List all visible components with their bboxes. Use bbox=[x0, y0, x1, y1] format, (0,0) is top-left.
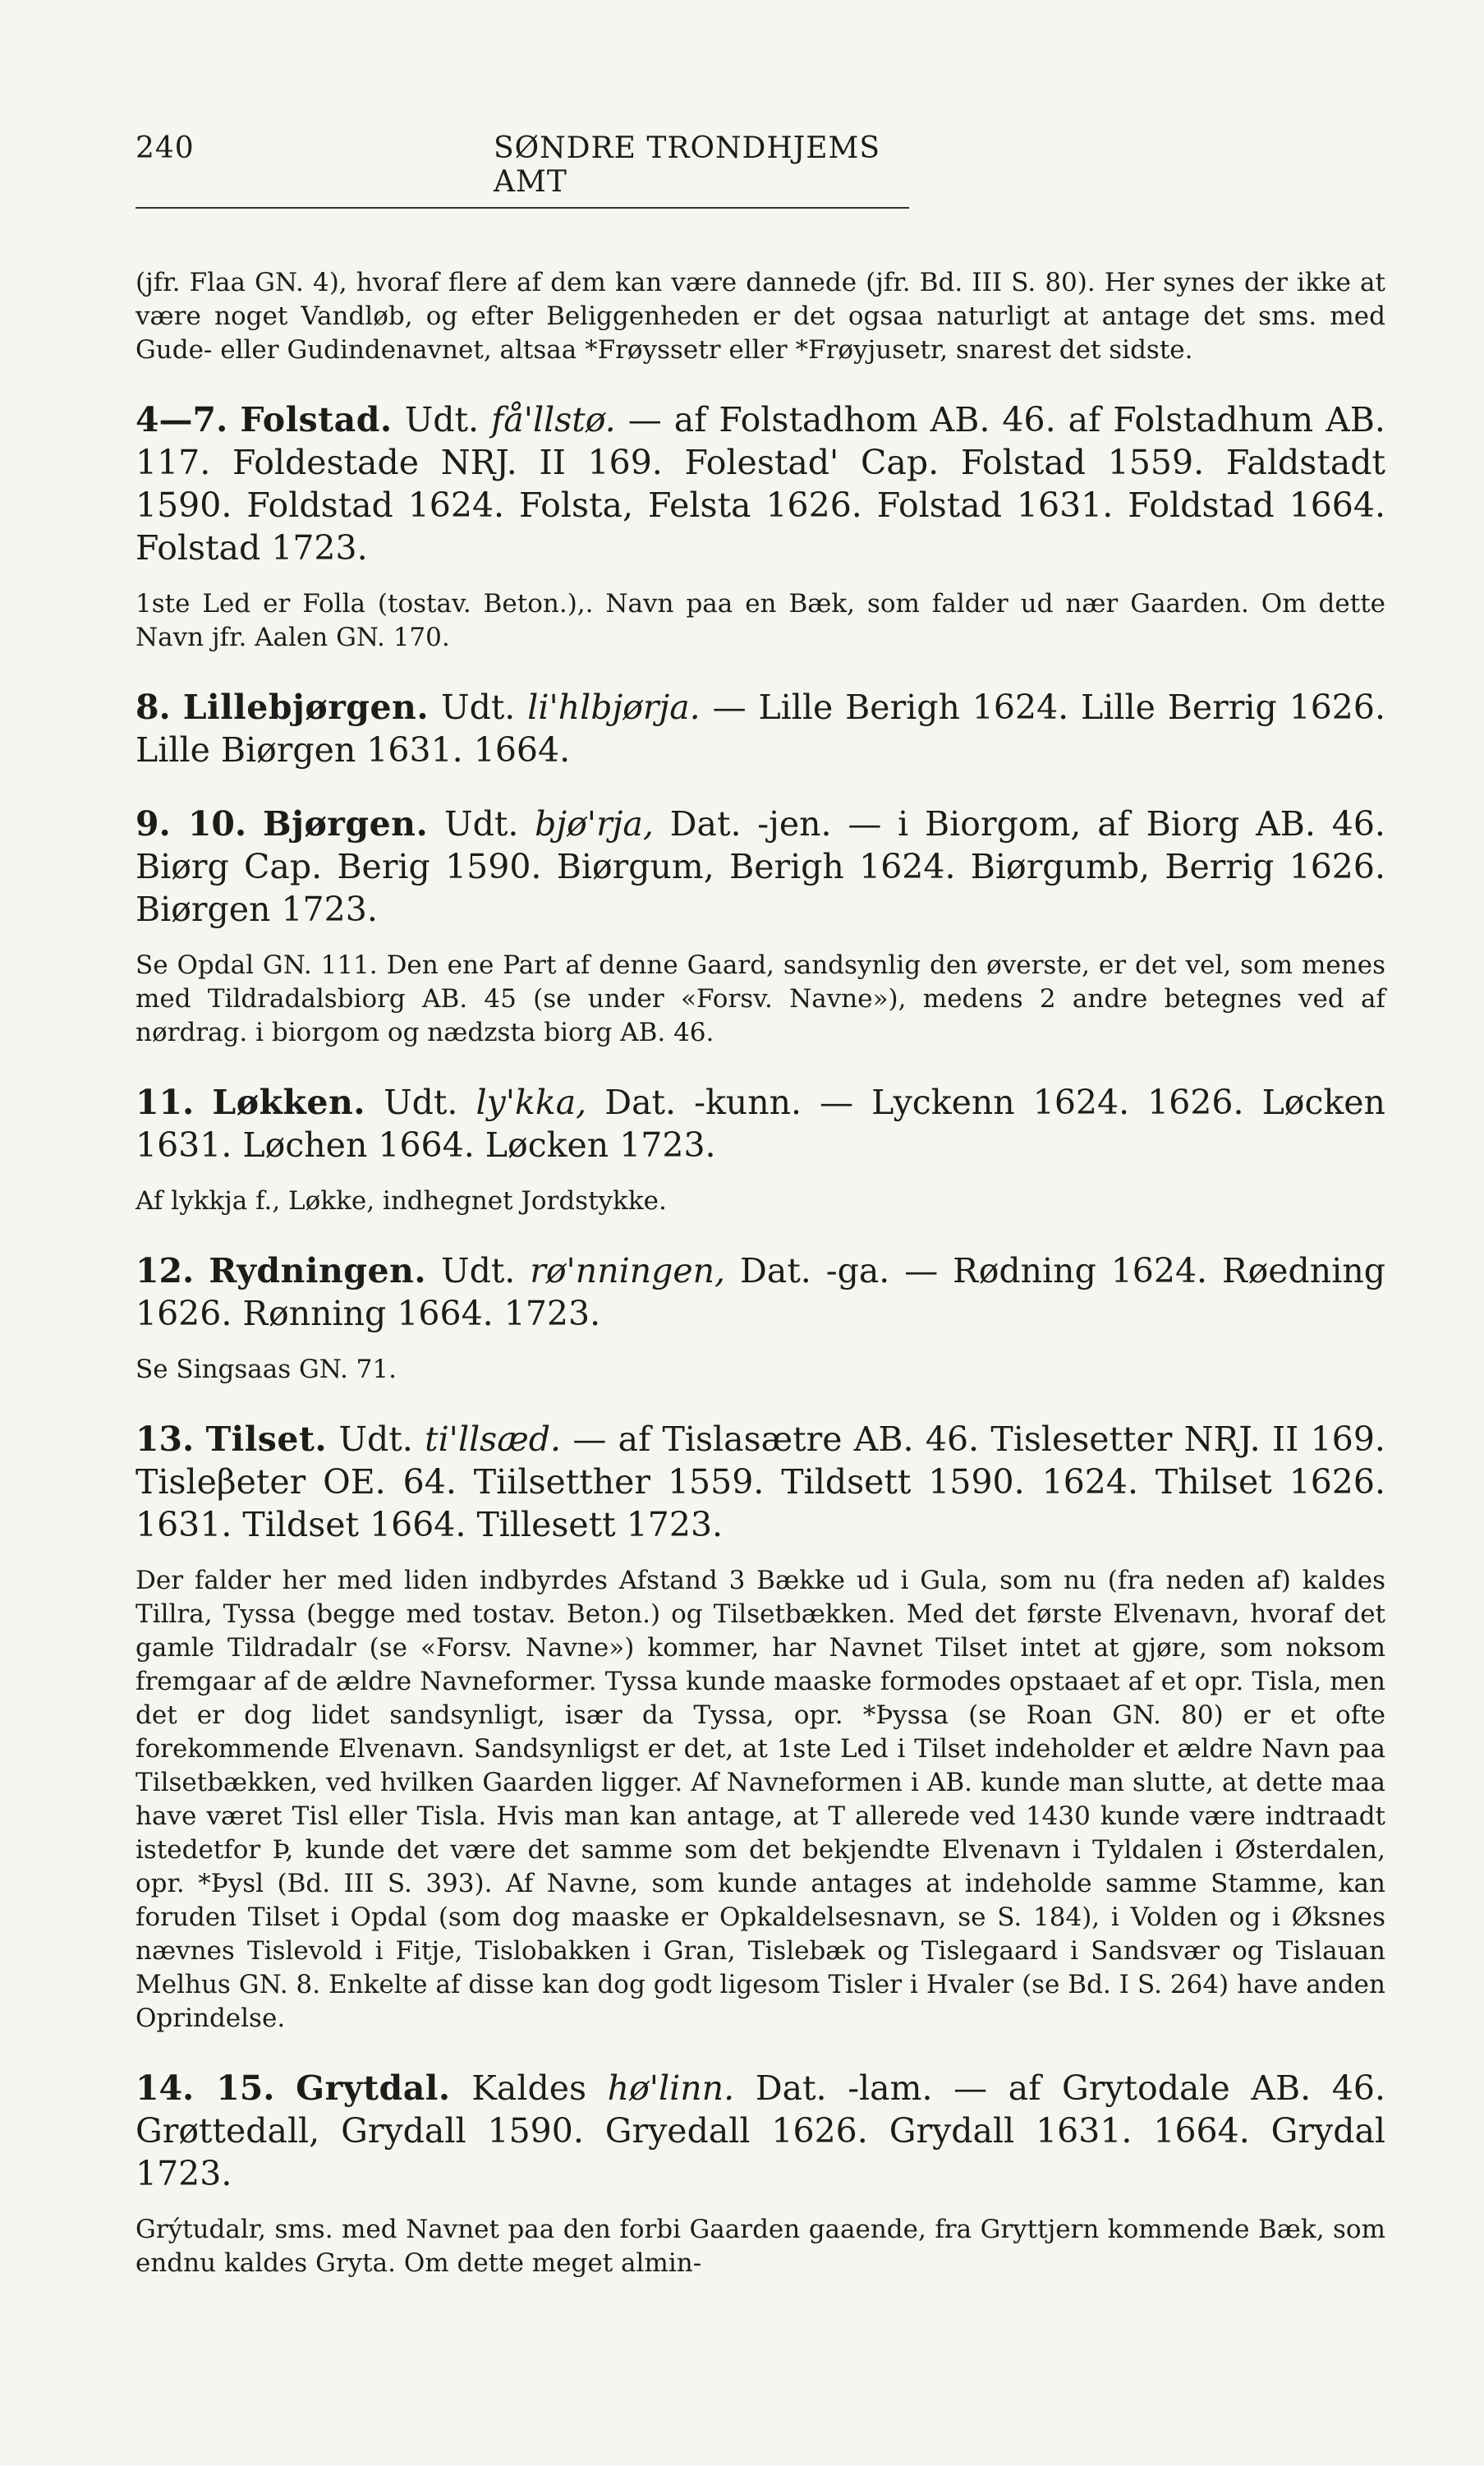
entry-number: 12. bbox=[136, 1251, 195, 1291]
pronunciation: li'hlbjørja. bbox=[527, 688, 701, 727]
entry-lokken: 11. Løkken. Udt. ly'kka, Dat. -kunn. — Lyckenn 1624. 1626. Løcken 1631. Løchen 1664. Løcken 1723. bbox=[136, 1083, 1385, 1165]
entry-number: 8. bbox=[136, 688, 171, 727]
paragraph: Grýtudalr, sms. med Navnet paa den forbi Gaarden gaaende, fra Gryttjern kommende Bæk, som endnu kaldes Gryta. Om dette meget almin- bbox=[136, 2215, 1385, 2278]
paragraph: Se Singsaas GN. 71. bbox=[136, 1355, 397, 1384]
entry-bjorgen: 9. 10. Bjørgen. Udt. bjø'rja, Dat. -jen. — i Biorgom, af Biorg AB. 46. Biørg Cap. Berig 1590. Biørgum, Berigh 1624. Biørgumb, Berrig 1626. Biørgen 1723. bbox=[136, 804, 1385, 929]
pronunciation: rø'nningen, bbox=[530, 1251, 726, 1291]
pronunciation: hø'linn. bbox=[607, 2068, 735, 2108]
entry-number: 13. bbox=[136, 1419, 195, 1459]
entry-tilset: 13. Tilset. Udt. ti'llsæd. — af Tislasætre AB. 46. Tislesetter NRJ. II 169. Tisleβeter OE. 64. Tiilsetther 1559. Tildsett 1590. 1624. Thilset 1626. 1631. Tildset 1664. Tillesett 1723. bbox=[136, 1419, 1385, 1544]
entry-name: Grytdal. bbox=[296, 2068, 451, 2108]
pronunciation: få'llstø. bbox=[491, 400, 616, 439]
entry-folstad: 4—7. Folstad. Udt. få'llstø. — af Folstadhom AB. 46. af Folstadhum AB. 117. Foldestade NRJ. II 169. Folestad' Cap. Folstad 1559. Faldstadt 1590. Foldstad 1624. Folsta, Felsta 1626. Folstad 1631. Foldstad 1664. Folstad 1723. bbox=[136, 400, 1385, 568]
paragraph: 1ste Led er Folla (tostav. Beton.),. Navn paa en Bæk, som falder ud nær Gaarden. Om dette Navn jfr. Aalen GN. 170. bbox=[136, 589, 1385, 652]
page-number: 240 bbox=[136, 131, 195, 165]
pronunciation: ti'llsæd. bbox=[425, 1419, 562, 1459]
entry-name: Lillebjørgen. bbox=[182, 688, 430, 727]
pronunciation: bjø'rja, bbox=[535, 804, 654, 844]
entry-number: 4—7. bbox=[136, 400, 228, 439]
entry-number: 11. bbox=[136, 1083, 195, 1122]
entry-name: Folstad. bbox=[240, 400, 393, 439]
entry-number: 14. 15. bbox=[136, 2068, 275, 2108]
entry-name: Tilset. bbox=[205, 1419, 328, 1459]
running-title: SØNDRE TRONDHJEMS AMT bbox=[494, 131, 880, 199]
page-header bbox=[136, 131, 909, 209]
entry-name: Løkken. bbox=[212, 1083, 366, 1122]
entry-name: Bjørgen. bbox=[262, 804, 429, 844]
paragraph: (jfr. Flaa GN. 4), hvoraf flere af dem kan være dannede (jfr. Bd. III S. 80). Her synes der ikke at være noget Vandløb, og efter Beliggenheden er det ogsaa naturligt at antage det sms. med Gude- eller Gudindenavnet, altsaa *Frøyssetr eller *Frøyjusetr, snarest det sidste. bbox=[136, 268, 1385, 365]
entry-number: 9. 10. bbox=[136, 804, 247, 844]
entry-grytdal: 14. 15. Grytdal. Kaldes hø'linn. Dat. -lam. — af Grytodale AB. 46. Grøttedall, Grydall 1590. Gryedall 1626. Grydall 1631. 1664. Grydal 1723. bbox=[136, 2068, 1385, 2193]
page-body bbox=[136, 266, 1385, 2280]
pronunciation: ly'kka, bbox=[476, 1083, 587, 1122]
paragraph: Se Opdal GN. 111. Den ene Part af denne Gaard, sandsynlig den øverste, er det vel, som menes med Tildradalsbiorg AB. 45 (se under «Forsv. Navne»), medens 2 andre betegnes ved af nørdrag. i biorgom og nædzsta biorg AB. 46. bbox=[136, 950, 1385, 1047]
paragraph: Af lykkja f., Løkke, indhegnet Jordstykke. bbox=[136, 1186, 667, 1216]
paragraph: Der falder her med liden indbyrdes Afstand 3 Bække ud i Gula, som nu (fra neden af) kaldes Tillra, Tyssa (begge med tostav. Beton.) og Tilsetbækken. Med det første Elvenavn, hvoraf det gamle Tildradalr (se «Forsv. Navne») kommer, har Navnet Tilset intet at gjøre, som noksom fremgaar af de ældre Navneformer. Tyssa kunde maaske formodes opstaaet af et opr. Tisla, men det er dog lidet sandsynligt, især da Tyssa, opr. *Þyssa (se Roan GN. 80) er et ofte forekommende Elvenavn. Sandsynligst er det, at 1ste Led i Tilset indeholder et ældre Navn paa Tilsetbækken, ved hvilken Gaarden ligger. Af Navneformen i AB. kunde man slutte, at dette maa have været Tisl eller Tisla. Hvis man kan antage, at T allerede ved 1430 kunde være indtraadt istedetfor Þ, kunde det være det samme som det bekjendte Elvenavn i Tyldalen i Østerdalen, opr. *Þysl (Bd. III S. 393). Af Navne, som kunde antages at indeholde samme Stamme, kan foruden Tilset i Opdal (som dog maaske er Opkaldelsesnavn, se S. 184), i Volden og i Øksnes nævnes Tislevold i Fitje, Tislobakken i Gran, Tislebæk og Tislegaard i Sandsvær og Tislauan Melhus GN. 8. Enkelte af disse kan dog godt ligesom Tisler i Hvaler (se Bd. I S. 264) have anden Oprindelse. bbox=[136, 1566, 1385, 2033]
entry-lillebjorgen: 8. Lillebjørgen. Udt. li'hlbjørja. — Lille Berigh 1624. Lille Berrig 1626. Lille Biørgen 1631. 1664. bbox=[136, 688, 1385, 770]
entry-name: Rydningen. bbox=[209, 1251, 427, 1291]
entry-rydningen: 12. Rydningen. Udt. rø'nningen, Dat. -ga. — Rødning 1624. Røedning 1626. Rønning 1664. 1723. bbox=[136, 1251, 1385, 1333]
